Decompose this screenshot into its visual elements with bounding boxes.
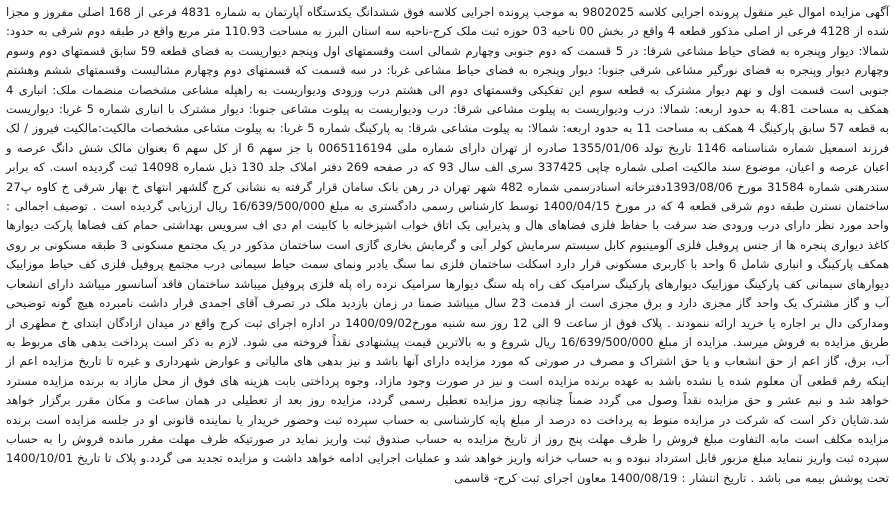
auction-notice-text: آگهی مزایده اموال غیر منقول پرونده اجرایی کلاسه 9802025 به موجب پرونده اجرایی کلاسه فوق ششدانگ یکدستگاه آپارتمان به شماره 4831 فرعی از 168 اصلی مفروز و مجزا شده از 4128 فرعی از اصلی مذکور قطعه 4 واقع در بخش 00 ناحیه 03 حوزه ثبت ملک کرج-ناحیه سه استان البرز به مساحت 110.93 متر مربع واقع در طبقه دوم شرقی به حدود: شمالا: دیوار وپنجره به فضای حیاط مشاعی شرقا: در 5 قسمت که دوم جنوبی وچهارم شمالی است وقسمتهای اول وپنجم دیواریست به فضای قطعه 59 سابق قسمتهای دوم وسوم وچهارم دیوار وپنجره به فضای نورگیر مشاعی شرقی جنوبا: دیوار وپنجره به فضای حیاط مشاعی غربا: در سه قسمت که قسمتهای دوم وچهارم مشالیست وقسمتهای ششم وهشتم جنوبی است قسمت اول و نهم دیوار مشترک به قطعه سوم این تفکیکی وقسمتهای دوم الی هشتم درب ورودی ودیواریست به راهپله مشاعی مشخصات منضمات ملک: انباری 4 همکف به مساحت 4.81 به حدود اربعه: شمالا: درب ودیواریست به پیلوت مشاعی شرقا: درب ودیواریست به پیلوت مشاعی جنوبا: دیوار مشترک با انباری شماره 5 غربا: دیواریست به قطعه 57 سابق پارکینگ 4 همکف به مساحت 11 به حدود اربعه: شمالا: به پیلوت مشاعی شرقا: به پارکینگ شماره 5 غربا: به پیلوت مشاعی مشخصات مالکیت:مالکیت فیروز / لک فرزند اسمعیل شماره شناسنامه 1146 تاریخ تولد 1355/01/06 صادره از تهران دارای شماره ملی 0065116194 با جز سهم 6 از کل سهم 6 بعنوان مالک شش دانگ عرصه و اعیان عرصه و اعیان، موضوع سند مالکیت اصلی شماره چاپی 337425 سری الف سال 93 که در صفحه 269 دفتر املاک جلد 130 ذیل شماره 14098 ثبت گردیده است. که برابر سندرهنی شماره 31584 مورخ 1393/08/06دفترخانه اسنادرسمی شماره 482 شهر تهران در رهن بانک سامان قرار گرفته به نشانی کرج گلشهر انتهای خ بهار شرقی خ کاوه پ27 ساختمان نسترن طبقه دوم شرقی قطعه 4 که در مورخ 1400/04/15 توسط کارشناس رسمی دادگستری به مبلغ 16/639/500/000 ریال ارزیابی گردیده است . توصیف اجمالی : واحد مورد نظر دارای درب ورودی ضد سرقت با حفاظ فلزی فضاهای هال و پذیرایی یک اتاق خواب اشپزخانه با کابینت ام دی اف سرویس بهداشتی حمام کف فضاها پارکت دیوارها کاغذ دیواری پنجره ها از جنس پروفیل فلزی آلومینیوم کابل سیستم سرمایش کولر آبی و گرمایش بخاری گازی است ساختمان مذکور در یک مجتمع مسکونی 3 طبقه مسکونی بر روی همکف پارکینگ و انباری شامل 6 واحد با کاربری مسکونی قرار دارد اسکلت ساختمان فلزی نما سنگ یادبر ونمای سمت حیاط سیمانی درب مجتمع پروفیل فلزی کف حیاط موزاییک دیوارهای سیمانی کف پارکینگ موزاییک دیوارهای پارکینگ سرامیک کف راه پله سنگ دیوارها سرامیک نرده راه پله فلزی پروفیل میباشد ساختمان فاقد آسانسور میباشد دارای انشعاب آب و گاز مشترک یک واحد گاز مجزی دارد و برق مجزی است از قدمت 23 سال میباشد ضمنا در زمان بازدید ملک در تصرف آقای احمدی قرار داشت نامبرده هیچ گونه توضیحی ومدارکی دال بر اجاره یا خرید ارائه ننمودند . پلاک فوق از ساعت 9 الی 12 روز سه شنبه مورخ1400/09/02 در اداره اجرای ثبت کرج واقع در میدان ازادگان ابتدای خ مطهری از طریق مزایده به فروش میرسد. مزایده از مبلغ 16/639/500/000 ریال شروع و به بالاترین قیمت پیشنهادی نقداً فروخته می شود. لازم به ذکر است پرداخت بدهی های مربوط به آب، برق، گاز اعم از حق انشعاب و یا حق اشتراک و مصرف در صورتی که مورد مزایده دارای آنها باشد و نیز بدهی های مالیاتی و عوارض شهرداری و غیره تا تاریخ مزایده اعم از اینکه رقم قطعی آن معلوم شده یا نشده باشد به عهده برنده مزایده است و نیز در صورت وجود مازاد، وجوه پرداختی بابت هزینه های فوق از محل مازاد به برنده مزایده مسترد خواهد شد و نیم عشر و حق مزایده نقداً وصول می گردد ضمناً چنانچه روز مزایده تعطیل رسمی گردد، مزایده روز بعد از تعطیلی در همان ساعت و مکان مقرر برگزار خواهد شد.شایان ذکر است که شرکت در مزایده منوط به پرداخت ده درصد از مبلغ پایه کارشناسی به حساب سپرده ثبت وحضور خریدار یا نماینده قانونی او در جلسه مزایده است برنده مزایده مکلف است مابه التفاوت مبلغ فروش را ظرف مهلت پنج روز از تاریخ مزایده به حساب صندوق ثبت واریز نماید در صورتیکه ظرف مهلت مقرر مانده فروش را به حساب سپرده ثبت واریز ننماید مبلغ مزبور قابل استرداد نبوده و به حساب خزانه واریز خواهد شد و عملیات اجرایی ادامه خواهد داشت و مزایده تجدید می گردد.و پلاک تا تاریخ 1400/10/01 تحت پوشش بیمه می باشد . تاریخ انتشار : 1400/08/19 معاون اجرای ثبت کرج- قاسمی [6, 5, 890, 485]
